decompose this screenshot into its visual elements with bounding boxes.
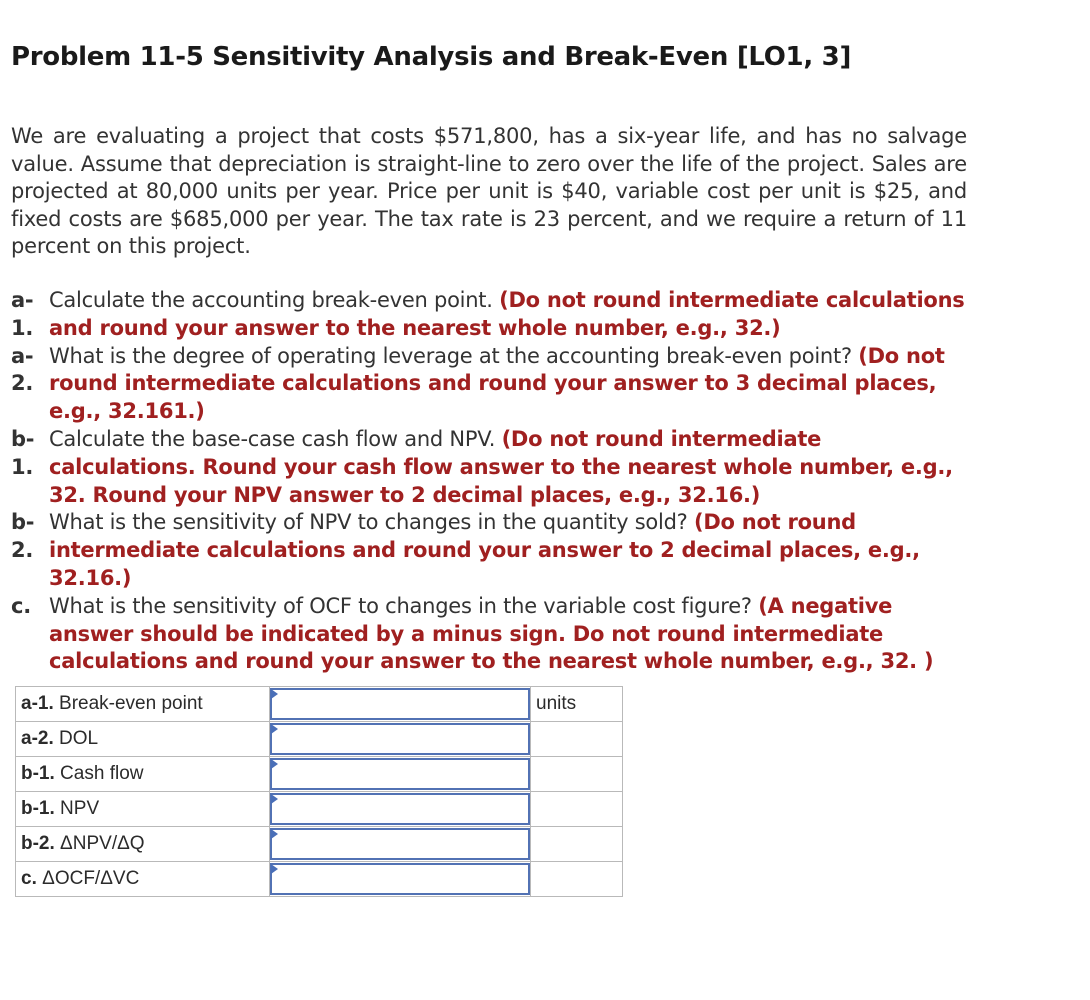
problem-statement: We are evaluating a project that costs $571,800, has a six-year life, and has no salvage value. Assume that depreciation is straight-line to zero over the life of the project. Sales are projected at 80,000 units per year. Price per unit is $40, variable cost per unit is $25, and fixed costs are $685,000 per year. The tax rate is 23 percent, and we require a return of 11 percent on this project.: [11, 124, 967, 258]
row-label: b-1. NPV: [16, 792, 270, 827]
input-marker-icon: [271, 689, 278, 699]
question-text: Calculate the accounting break-even point.: [49, 288, 500, 312]
answer-table: [15, 686, 623, 897]
dol-input[interactable]: [270, 722, 531, 757]
question-c: [11, 593, 971, 676]
input-marker-icon: [271, 724, 278, 734]
question-label: a-1.: [11, 288, 34, 340]
ocf-sensitivity-input[interactable]: [270, 862, 531, 897]
unit-label: [531, 862, 623, 897]
question-a2: [11, 343, 971, 426]
cash-flow-input[interactable]: [270, 757, 531, 792]
unit-label: units: [531, 687, 623, 722]
table-row: [16, 827, 623, 862]
page-title: Problem 11-5 Sensitivity Analysis and Break-Even [LO1, 3]: [11, 42, 852, 72]
input-marker-icon: [271, 794, 278, 804]
table-row: [16, 757, 623, 792]
unit-label: [531, 722, 623, 757]
question-instruction: (Do not round intermediate calculations and round your answer to 2 decimal places, e.g., 32.16.): [49, 510, 920, 590]
question-instruction: (Do not round intermediate calculations and round your answer to 3 decimal places, e.g., 32.161.): [49, 343, 945, 424]
question-list: [11, 287, 971, 676]
unit-label: [531, 792, 623, 827]
row-label: b-1. Cash flow: [16, 757, 270, 792]
question-b2: [11, 509, 971, 592]
npv-sensitivity-input[interactable]: [270, 827, 531, 862]
row-label: a-2. DOL: [16, 722, 270, 757]
question-text: What is the degree of operating leverage at the accounting break-even point?: [49, 343, 859, 368]
npv-input[interactable]: [270, 792, 531, 827]
input-marker-icon: [271, 864, 278, 874]
question-label: b- 2.: [11, 510, 35, 563]
table-row: [16, 792, 623, 827]
table-row: [16, 687, 623, 722]
question-text: What is the sensitivity of NPV to changes in the quantity sold?: [49, 510, 694, 535]
question-instruction: (A negative answer should be indicated by a minus sign. Do not round intermediate calculations and round your answer to the nearest whole number, e.g., 32. ): [49, 593, 934, 674]
question-instruction: (Do not round intermediate calculations. Round your cash flow answer to the nearest whole number, e.g., 32. Round your NPV answer to 2 decimal places, e.g., 32.16.): [49, 426, 953, 507]
question-label: a- 2.: [11, 343, 34, 396]
question-instruction: (Do not round intermediate calculations and round your answer to the nearest whole number, e.g., 32.): [49, 288, 965, 340]
input-marker-icon: [271, 829, 278, 839]
break-even-input[interactable]: [270, 687, 531, 722]
question-text: Calculate the base-case cash flow and NPV.: [49, 426, 502, 451]
question-text: What is the sensitivity of OCF to changes in the variable cost figure?: [49, 593, 759, 618]
question-a1: [11, 287, 971, 343]
input-marker-icon: [271, 759, 278, 769]
unit-label: [531, 827, 623, 862]
question-label: b- 1.: [11, 426, 35, 479]
row-label: c. ΔOCF/ΔVC: [16, 862, 270, 897]
question-b1: [11, 426, 971, 509]
table-row: [16, 862, 623, 897]
question-label: c.: [11, 593, 31, 618]
row-label: b-2. ΔNPV/ΔQ: [16, 827, 270, 862]
row-label: a-1. Break-even point: [16, 687, 270, 722]
table-row: [16, 722, 623, 757]
unit-label: [531, 757, 623, 792]
